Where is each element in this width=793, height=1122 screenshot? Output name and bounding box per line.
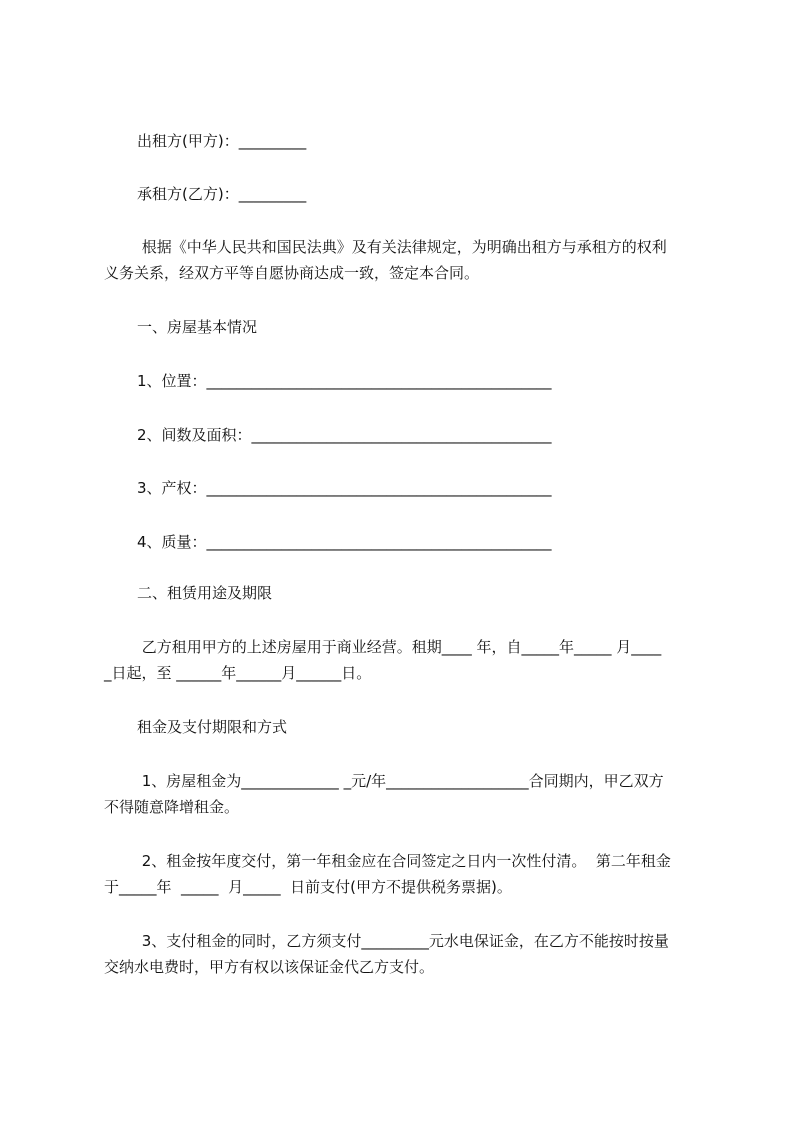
rent-item3-line-1: 3、支付租金的同时，乙方须支付_________元水电保证金，在乙方不能按时按量: [137, 932, 669, 950]
location-field: 1、位置：______________________________________________: [137, 372, 552, 390]
section2-heading: 二、租赁用途及期限: [137, 584, 273, 602]
rent-item2-line-2: 于_____年 _____ 月_____ 日前支付(甲方不提供税务票据)。: [104, 878, 512, 896]
preamble-line-1: 根据《中华人民共和国民法典》及有关法律规定，为明确出租方与承租方的权利: [137, 238, 667, 256]
section1-heading: 一、房屋基本情况: [137, 318, 258, 336]
lease-term-line-1: 乙方租用甲方的上述房屋用于商业经营。租期____ 年，自_____年_____ 月____: [137, 638, 662, 656]
lease-term-line-2: _日起，至 ______年______月______日。: [104, 664, 372, 682]
rent-item1-line-1: 1、房屋租金为_____________ _元/年___________________合同期内，甲乙双方: [137, 772, 664, 790]
lessor-line: 出租方(甲方)：_________: [137, 132, 307, 150]
quality-field: 4、质量：______________________________________________: [137, 533, 552, 551]
rooms-area-field: 2、间数及面积：________________________________________: [137, 426, 552, 444]
rent-item2-line-1: 2、租金按年度交付，第一年租金应在合同签定之日内一次性付清。 第二年租金: [137, 852, 671, 870]
preamble-line-2: 义务关系，经双方平等自愿协商达成一致，签定本合同。: [104, 264, 480, 282]
section3-heading: 租金及支付期限和方式: [137, 718, 288, 736]
ownership-field: 3、产权：______________________________________________: [137, 479, 552, 497]
rent-item3-line-2: 交纳水电费时，甲方有权以该保证金代乙方支付。: [104, 958, 435, 976]
rent-item1-line-2: 不得随意降增租金。: [104, 798, 240, 816]
lessee-line: 承租方(乙方)：_________: [137, 185, 307, 203]
